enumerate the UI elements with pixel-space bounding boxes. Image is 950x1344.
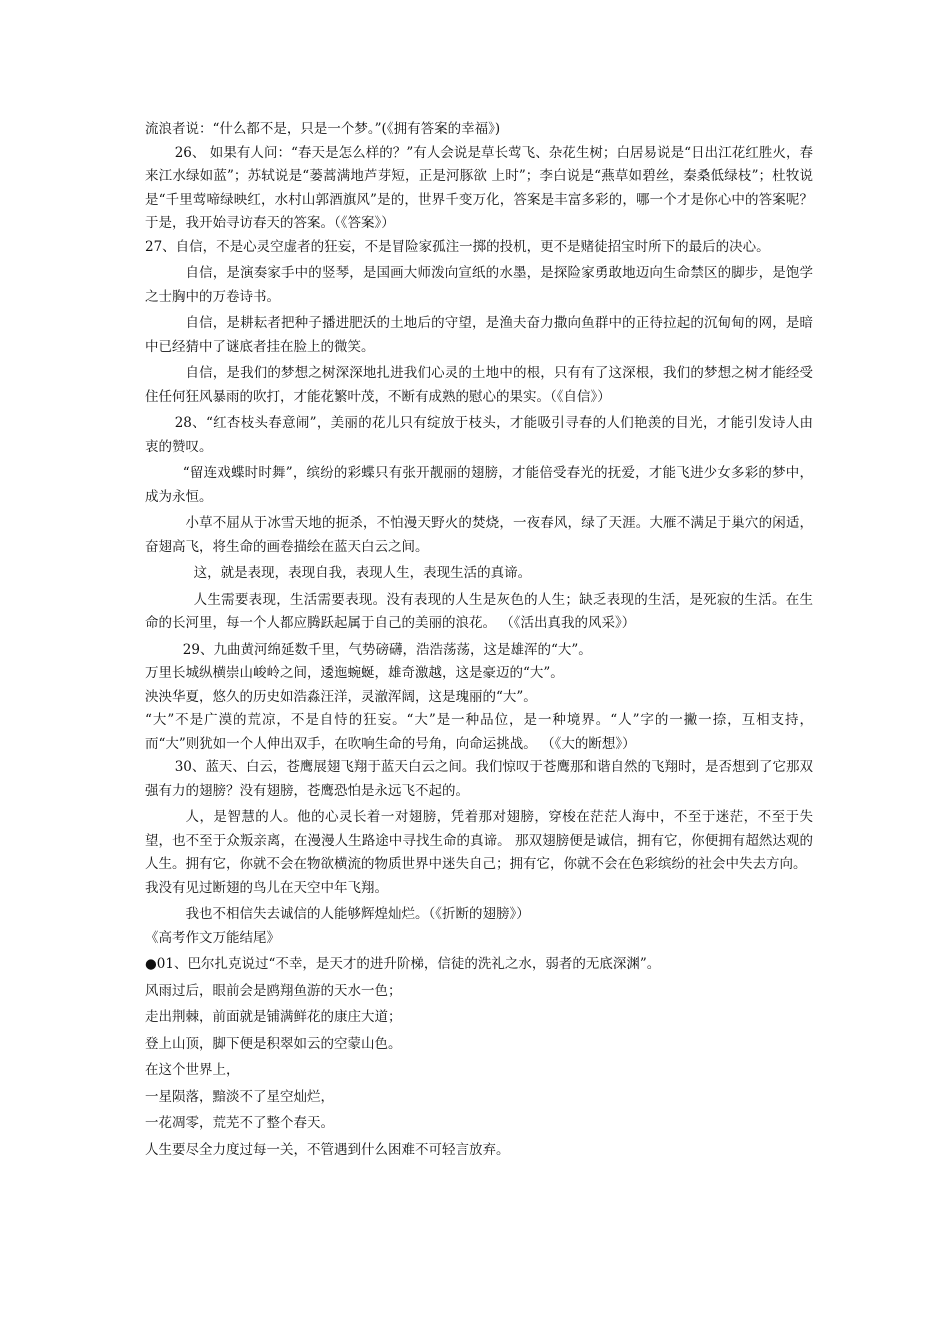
paragraph: 人生要尽全力度过每一关，不管遇到什么困难不可轻言放弃。 — [145, 1141, 510, 1158]
paragraph: 泱泱华夏，悠久的历史如浩淼汪洋，灵澈浑阔，这是瑰丽的“大”。 — [145, 688, 537, 705]
paragraph: “大”不是广漠的荒凉，不是自恃的狂妄。“大”是一种品位，是一种境界。“人”字的一撇一捺，互相支持，而“大”则犹如一个人伸出双手，在吹响生命的号角，向命运挑战。 （《大的断想》） — [145, 712, 813, 752]
paragraph: 小草不屈从于冰雪天地的扼杀，不怕漫天野火的焚烧，一夜春风，绿了天涯。大雁不满足于巢穴的闲适，奋翅高飞，将生命的画卷描绘在蓝天白云之间。 — [145, 515, 813, 555]
paragraph: 我也不相信失去诚信的人能够辉煌灿烂。（《折断的翅膀》） — [185, 906, 530, 922]
paragraph: 一星陨落，黯淡不了星空灿烂， — [145, 1088, 334, 1105]
paragraph: 风雨过后，眼前会是鸥翔鱼游的天水一色； — [145, 982, 402, 999]
paragraph: 我没有见过断翅的鸟儿在天空中年飞翔。 — [145, 879, 388, 896]
paragraph: 走出荆棘，前面就是铺满鲜花的康庄大道； — [145, 1009, 402, 1025]
paragraph: 登上山顶，脚下便是积翠如云的空蒙山色。 — [145, 1035, 402, 1052]
paragraph: 流浪者说：“什么都不是，只是一个梦。”(《拥有答案的幸福》) — [145, 121, 501, 137]
paragraph-30: 30、蓝天、白云，苍鹰展翅飞翔于蓝天白云之间。我们惊叹于苍鹰那和谐自然的飞翔时，是否想到了它那双强有力的翅膀？没有翅膀，苍鹰恐怕是永远飞不起的。 — [145, 759, 813, 799]
paragraph: 万里长城纵横崇山峻岭之间，逶迤蜿蜒，雄奇激越，这是豪迈的“大”。 — [145, 665, 564, 681]
paragraph: “留连戏蝶时时舞”，缤纷的彩蝶只有张开靓丽的翅膀，才能倍受春光的抚爱，才能飞进少女多彩的梦中，成为永恒。 — [145, 465, 813, 505]
paragraph: 自信，是耕耘者把种子播进肥沃的土地后的守望，是渔夫奋力撒向鱼群中的正待拉起的沉甸甸的网，是暗中已经猜中了谜底者挂在脸上的微笑。 — [145, 315, 813, 355]
paragraph-27: 27、自信，不是心灵空虚者的狂妄，不是冒险家孤注一掷的投机，更不是赌徒招宝时所下的最后的决心。 — [145, 238, 770, 255]
paragraph: 人，是智慧的人。他的心灵长着一对翅膀，凭着那对翅膀，穿梭在茫茫人海中，不至于迷茫，不至于失望，也不至于众叛亲离，在漫漫人生路途中寻找生命的真谛。 那双翅膀便是诚信，拥有它，你便拥有超然达观的人生。拥有它，你就不会在物欲横流的物质世界中迷失自己；拥有它，你就不会在色彩缤纷的社会中失去方向。 — [145, 809, 813, 872]
paragraph-28: 28、“红杏枝头春意闹”，美丽的花儿只有绽放于枝头，才能吸引寻春的人们艳羡的目光，才能引发诗人由衷的赞叹。 — [145, 415, 813, 455]
paragraph: 人生需要表现，生活需要表现。没有表现的人生是灰色的人生；缺乏表现的生活，是死寂的生活。在生命的长河里，每一个人都应腾跃起属于自己的美丽的浪花。 （《活出真我的风采》） — [145, 591, 813, 631]
paragraph: 这，就是表现，表现自我，表现人生，表现生活的真谛。 — [193, 565, 532, 581]
paragraph: 自信，是我们的梦想之树深深地扎进我们心灵的土地中的根，只有有了这深根，我们的梦想之树才能经受住任何狂风暴雨的吹打，才能花繁叶茂，不断有成熟的慰心的果实。（《自信》） — [145, 365, 813, 405]
paragraph-26: 26、 如果有人问：“春天是怎么样的？”有人会说是草长莺飞、杂花生树；白居易说是“日出江花红胜火，春来江水绿如蓝”；苏轼说是“蒌蒿满地芦芽短，正是河豚欲 上时”；李白说是“燕草如碧丝，秦桑低绿枝”；杜牧说是“千里莺啼绿映红，水村山郭酒旗风”是的，世界千变万化，答案是丰富多彩的，哪一个才是你心中的答案呢？于是，我开始寻访春天的答案。（《答案》） — [145, 144, 813, 231]
paragraph: 自信，是演奏家手中的竖琴，是国画大师泼向宣纸的水墨，是探险家勇敢地迈向生命禁区的脚步，是饱学之士胸中的万卷诗书。 — [145, 265, 813, 305]
paragraph: 在这个世界上， — [145, 1062, 240, 1078]
section-title: 《高考作文万能结尾》 — [145, 929, 280, 946]
document-body — [145, 118, 813, 1162]
paragraph-29: 29、九曲黄河绵延数千里，气势磅礴，浩浩荡荡，这是雄浑的“大”。 — [182, 641, 592, 658]
paragraph: 一花凋零，荒芜不了整个春天。 — [145, 1115, 334, 1131]
paragraph: ●01、巴尔扎克说过“不幸，是天才的进升阶梯，信徒的洗礼之水，弱者的无底深渊”。 — [145, 956, 661, 972]
